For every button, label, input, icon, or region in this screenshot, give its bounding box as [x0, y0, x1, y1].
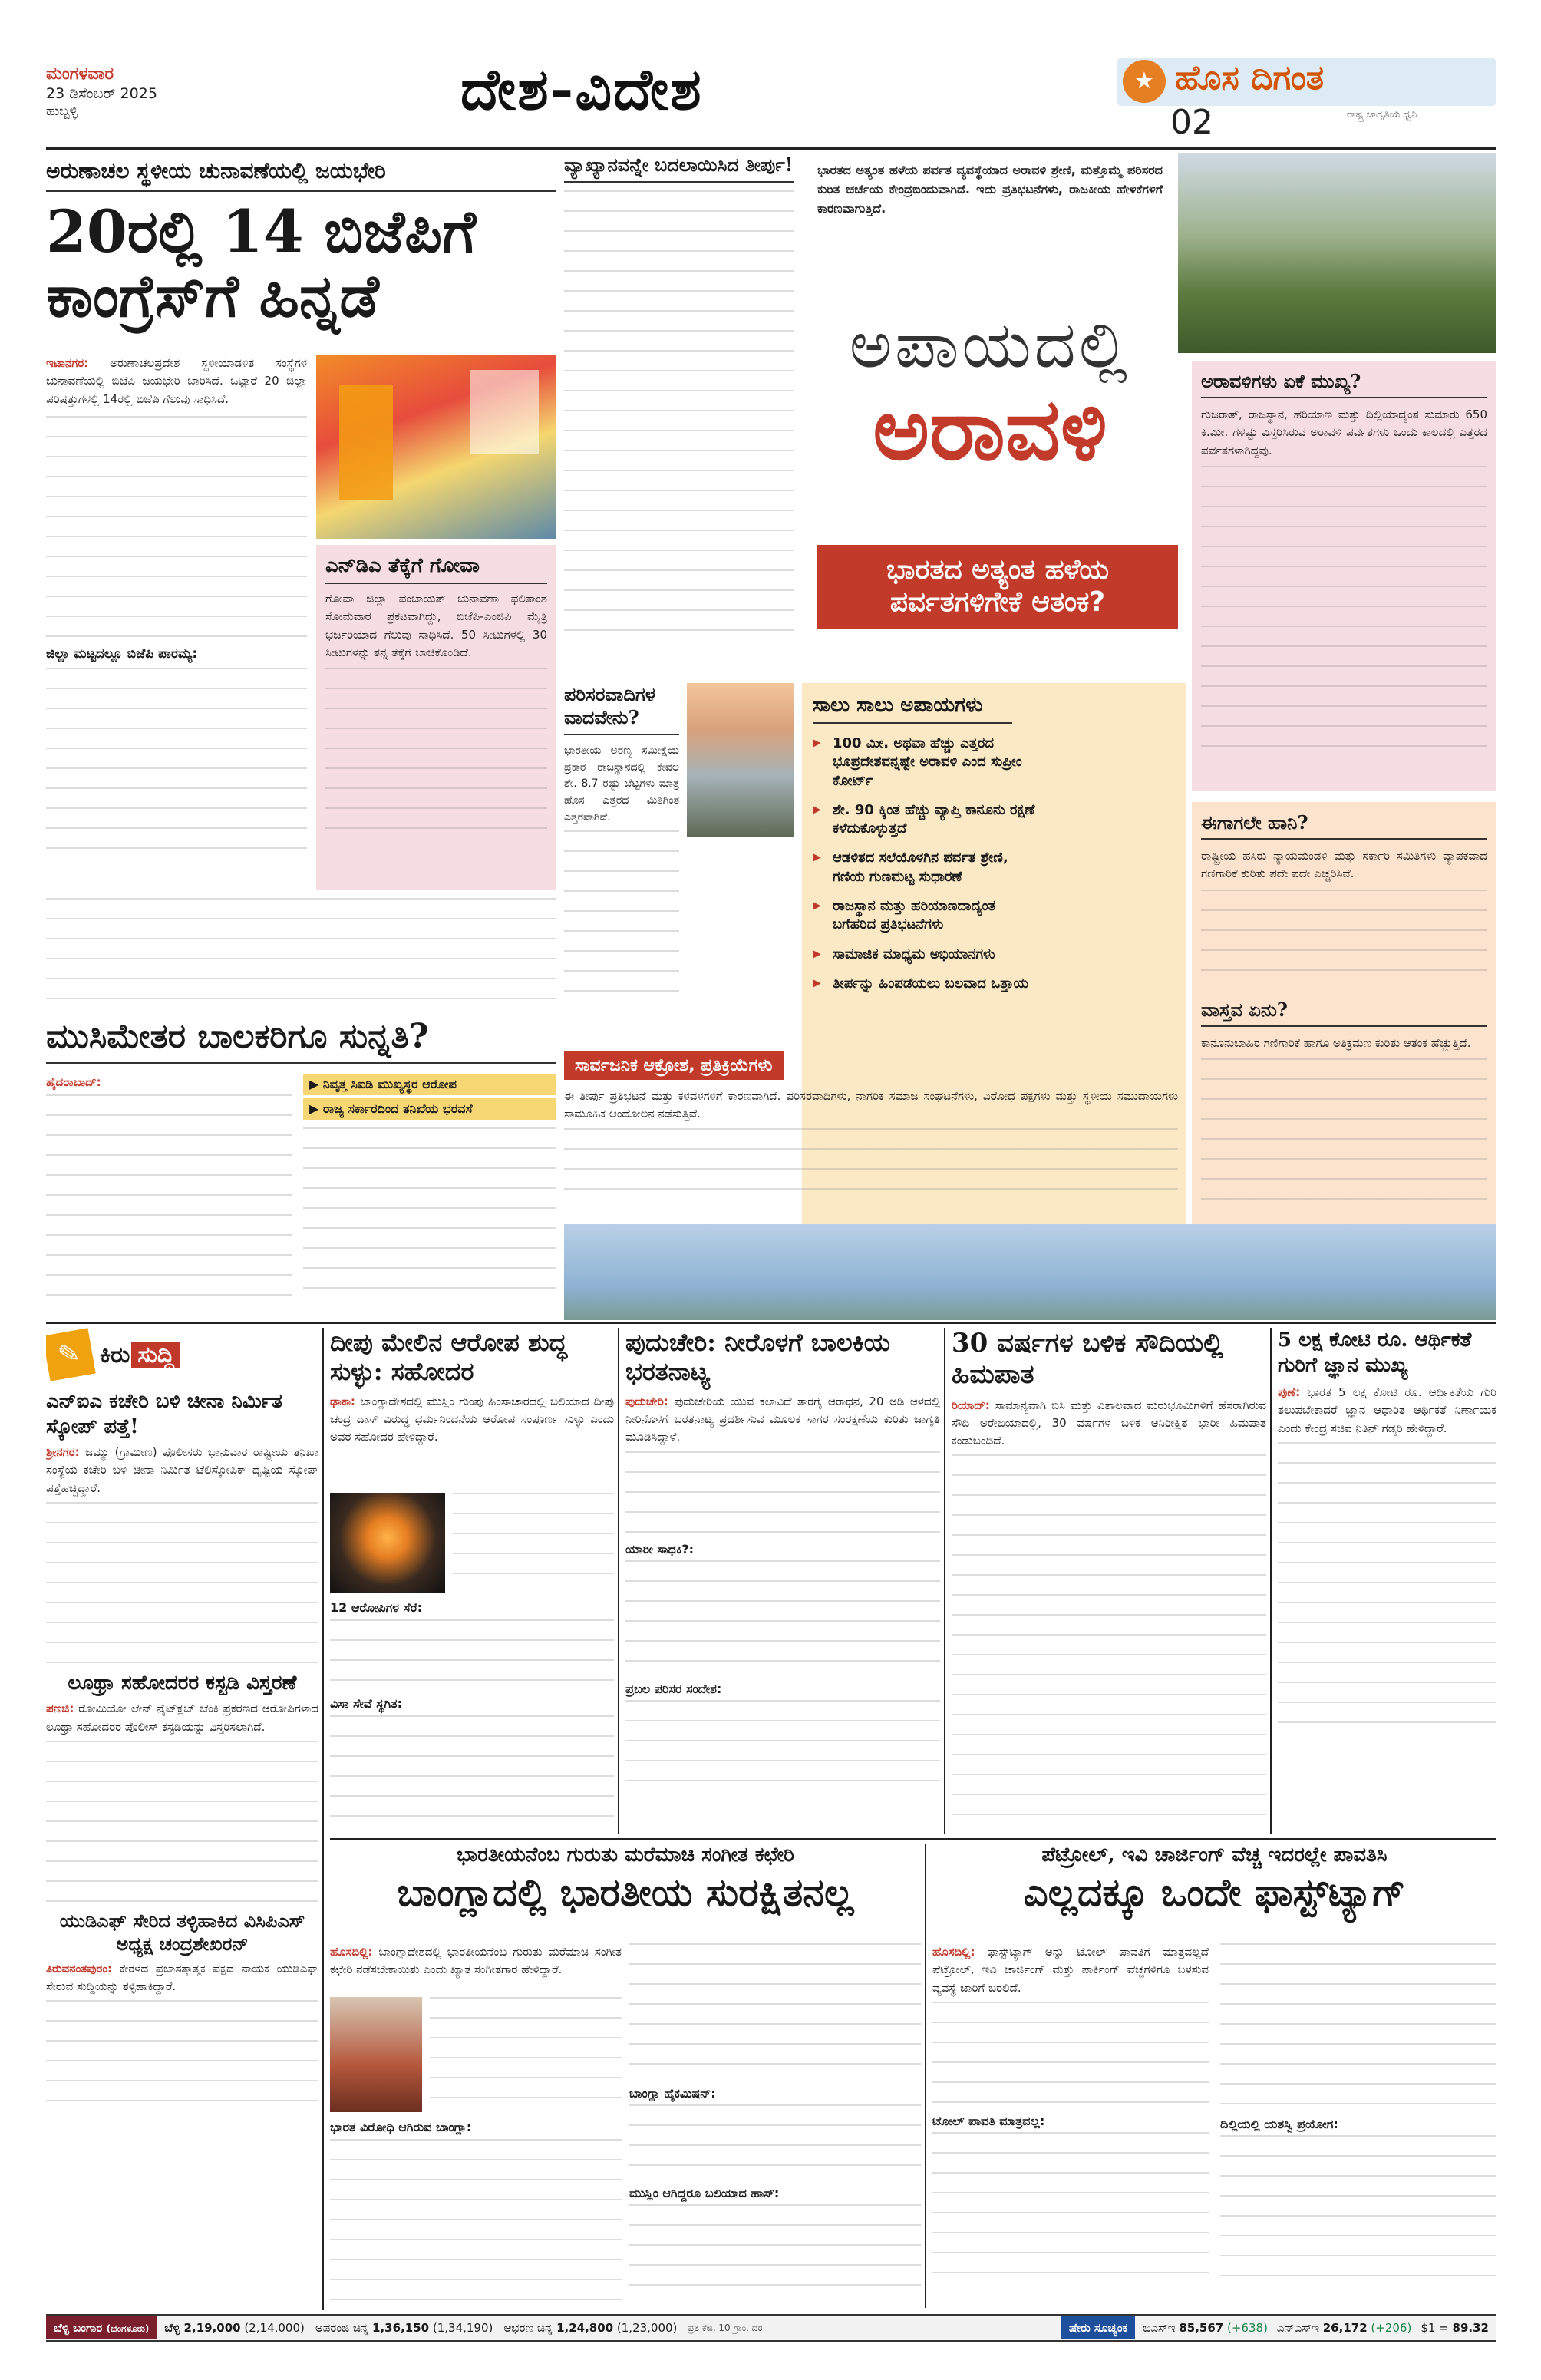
story-continuation: [46, 898, 556, 1002]
bd-body: [330, 1943, 622, 2304]
knowledge-dateline: ಪುಣೆ:: [1278, 1385, 1301, 1399]
aravalli-subtitle-banner: [817, 545, 1178, 629]
circ-body: [46, 1074, 292, 1312]
saudi-text: ಸಾಮಾನ್ಯವಾಗಿ ಬಿಸಿ ಮತ್ತು ವಿಶಾಲವಾದ ಮರುಭೂಮಿಗಳಿಗೆ ಹೆಸರಾಗಿರುವ ಸೌದಿ ಅರೇಬಿಯಾದಲ್ಲಿ, 30 ವರ್ಷಗಳ ಬಳಿಕ ಅನಿರೀಕ್ಷಿತ ಭಾರೀ ಹಿಮಪಾತ ಕಂಡುಬಂದಿದೆ.: [952, 1398, 1266, 1448]
deepu-dateline: ಢಾಕಾ:: [330, 1394, 355, 1408]
story-body-text-2: [46, 668, 307, 867]
fastag-body: [932, 1943, 1209, 2304]
aravalli-risks-head: ಸಾಲು ಸಾಲು ಅಪಾಯಗಳು: [813, 694, 1012, 724]
aravalli-subtitle-2: ಪರ್ವತಗಳಿಗೇಕೆ ಆತಂಕ?: [889, 586, 1106, 618]
gold24-price: ಅಪರಂಜಿ ಚಿನ್ನ 1,36,150 (1,34,190): [315, 2321, 493, 2335]
aravalli-reality-head: ವಾಸ್ತವ ಏನು?: [1201, 999, 1487, 1027]
story-headline-1: 20ರಲ್ಲಿ 14 ಬಿಜೆಪಿಗೆ: [46, 197, 477, 266]
kiru-item-2-head: ಲೂಥ್ರಾ ಸಹೋದರರ ಕಸ್ಟಡಿ ವಿಸ್ತರಣೆ: [68, 1671, 297, 1695]
kiru-suddi: [46, 1328, 318, 2310]
circ-dateline: ಹೈದರಾಬಾದ್:: [46, 1075, 101, 1089]
fastag-text: ಫಾಸ್ಟ್‌ಟ್ಯಾಗ್ ಅನ್ನು ಟೋಲ್ ಪಾವತಿಗೆ ಮಾತ್ರವಲ್ಲದೆ ಪೆಟ್ರೋಲ್, ಇವಿ ಚಾರ್ಜಿಂಗ್ ಮತ್ತು ಪಾರ್ಕಿಂಗ್ ವೆಚ್ಚಗಳಿಗೂ ಬಳಸುವ ವ್ಯವಸ್ಥೆ ಜಾರಿಗೆ ಬರಲಿದೆ.: [932, 1945, 1209, 1995]
section-title: ದೇಶ-ವಿದೇಶ: [460, 57, 703, 123]
kiru-label: [46, 1328, 318, 1381]
fastag-sub-1: ಟೋಲ್ ಪಾವತಿ ಮಾತ್ರವಲ್ಲ:: [932, 2113, 1045, 2128]
kiru-item-2-text: ರೋಮಿಯೋ ಲೇನ್ ನೈಟ್‌ಕ್ಲಬ್ ಬೆಂಕಿ ಪ್ರಕರಣದ ಆರೋಪಿಗಳಾದ ಲೂಥ್ರಾ ಸಹೋದರರ ಪೊಲೀಸ್ ಕಸ್ಟಡಿಯನ್ನು ವಿಸ್ತರಿಸಲಾಗಿದೆ.: [46, 1702, 318, 1734]
kiru-label-a: ಕಿರು: [100, 1341, 130, 1368]
gold-label: ಬೆಳ್ಳಿ ಬಂಗಾರ (ಬೆಂಗಳೂರು): [46, 2316, 157, 2339]
story-subhead: ಜಿಲ್ಲಾ ಮಟ್ಟದಲ್ಲೂ ಬಿಜೆಪಿ ಪಾರಮ್ಯ:: [46, 645, 198, 662]
paper-logo-icon: ★: [1123, 60, 1166, 103]
aravalli-explain: [564, 153, 794, 660]
aravalli-activists-text: ಭಾರತೀಯ ಅರಣ್ಯ ಸಮೀಕ್ಷೆಯ ಪ್ರಕಾರ ರಾಜಸ್ಥಾನದಲ್ಲಿ ಕೇವಲ ಶೇ. 8.7 ರಷ್ಟು ಬೆಟ್ಟಗಳು ಮಾತ್ರ ಹೊಸ ಎತ್ತರದ ಮಿತಿಗಿಂತ ಎತ್ತರವಾಗಿವೆ.: [564, 744, 679, 824]
aravalli-explain-text: [564, 190, 794, 643]
aravalli-harm-text: ರಾಷ್ಟ್ರೀಯ ಹಸಿರು ನ್ಯಾಯಮಂಡಳಿ ಮತ್ತು ಸರ್ಕಾರಿ ಸಮಿತಿಗಳು ವ್ಯಾಪಕವಾದ ಗಣಿಗಾರಿಕೆ ಕುರಿತು ಪದೇ ಪದೇ ಎಚ್ಚರಿಸಿವೆ.: [1201, 849, 1487, 881]
aravalli-harm-head: ಈಗಾಗಲೇ ಹಾನಿ?: [1201, 811, 1487, 840]
masthead-day: ಮಂಗಳವಾರ: [46, 64, 114, 84]
aravalli-title-block: [802, 307, 1178, 537]
masthead-city: ಹುಬ್ಬಳ್ಳಿ: [46, 104, 78, 119]
bd-dateline: ಹೊಸದಿಲ್ಲಿ:: [330, 1945, 373, 1959]
price-note: ಪ್ರತಿ ಕೆಜಿ, 10 ಗ್ರಾಂ. ದರ: [688, 2322, 763, 2333]
story-saudi: [952, 1328, 1266, 1834]
aravalli-why-head: ಅರಾವಳಿಗಳು ಏಕೆ ಮುಖ್ಯ?: [1201, 370, 1487, 398]
story-circumcision: [46, 1017, 556, 1316]
paper-tagline: ರಾಷ್ಟ್ರ ಜಾಗೃತಿಯ ಧ್ವನಿ: [1347, 109, 1417, 120]
risk-item: ▶ ರಾಜಸ್ಥಾನ ಮತ್ತು ಹರಿಯಾಣದಾದ್ಯಂತ ಬಗೆಹರಿದ ಪ್ರತಿಭಟನೆಗಳು: [813, 897, 1035, 935]
risk-item: ▶ 100 ಮೀ. ಅಥವಾ ಹೆಚ್ಚು ಎತ್ತರದ ಭೂಪ್ರದೇಶವನ್ನಷ್ಟೇ ಅರಾವಳಿ ಎಂದ ಸುಪ್ರೀಂ ಕೋರ್ಟ್: [813, 734, 1035, 791]
bd-body-2: [629, 1943, 921, 2304]
aravalli-mist-photo: [687, 683, 794, 837]
aravalli-subtitle-1: ಭಾರತದ ಅತ್ಯಂತ ಹಳೆಯ: [886, 554, 1109, 586]
aravalli-outrage: [564, 1051, 1186, 1205]
aravalli-why-text: ಗುಜರಾತ್, ರಾಜಸ್ಥಾನ, ಹರಿಯಾಣ ಮತ್ತು ದಿಲ್ಲಿಯಾದ್ಯಂತ ಸುಮಾರು 650 ಕಿ.ಮೀ. ಗಳಷ್ಟು ವಿಸ್ತರಿಸಿರುವ ಅರಾವಳಿ ಪರ್ವತಗಳು ಒಂದು ಕಾಲದಲ್ಲಿ ಎತ್ತರದ ಪರ್ವತಗಳಾಗಿದ್ದವು.: [1201, 408, 1487, 457]
kiru-item-1-dateline: ಶ್ರೀನಗರ:: [46, 1445, 80, 1459]
masthead-rule: [46, 147, 1496, 150]
story-dateline: ಇಟಾನಗರ:: [46, 356, 89, 370]
aravalli-title-top: ಅಪಾಯದಲ್ಲಿ: [849, 307, 1131, 382]
bd-sub-1: ಭಾರತ ವಿರೋಧಿ ಆಗಿರುವ ಬಾಂಗ್ಲಾ:: [330, 2120, 472, 2134]
aravalli-outrage-head: ಸಾರ್ವಜನಿಕ ಆಕ್ರೋಶ, ಪ್ರತಿಕ್ರಿಯೆಗಳು: [564, 1051, 784, 1080]
circ-highlight-2: ▶ ರಾಜ್ಯ ಸರ್ಕಾರದಿಂದ ತನಿಖೆಯ ಭರವಸೆ: [303, 1098, 556, 1120]
masthead-date: 23 ಡಿಸೆಂಬರ್ 2025: [46, 85, 157, 102]
story-body-text: [46, 416, 307, 639]
goa-text: ಗೋವಾ ಜಿಲ್ಲಾ ಪಂಚಾಯತ್ ಚುನಾವಣಾ ಫಲಿತಾಂಶ ಸೋಮವಾರ ಪ್ರಕಟವಾಗಿದ್ದು, ಬಿಜೆಪಿ-ಎಂಜಿಪಿ ಮೈತ್ರಿ ಭರ್ಜರಿಯಾದ ಗೆಲುವು ಸಾಧಿಸಿದೆ. 50 ಸೀಟುಗಳಲ್ಲಿ 30 ಸೀಟುಗಳನ್ನು ತನ್ನ ತೆಕ್ಕೆಗೆ ಬಾಚಿಕೊಂಡಿದೆ.: [325, 592, 547, 659]
saudi-dateline: ರಿಯಾದ್:: [952, 1398, 990, 1412]
knowledge-headline: 5 ಲಕ್ಷ ಕೋಟಿ ರೂ. ಆರ್ಥಿಕತೆ ಗುರಿಗೆ ಜ್ಞಾನ ಮುಖ್ಯ: [1278, 1329, 1472, 1377]
section-rule: [46, 1322, 1496, 1324]
aravalli-feature: [564, 153, 1496, 1320]
saudi-headline: 30 ವರ್ಷಗಳ ಬಳಿಕ ಸೌದಿಯಲ್ಲಿ ಹಿಮಪಾತ: [952, 1328, 1223, 1390]
story-arunachal: [46, 153, 556, 1009]
goa-box: [316, 545, 556, 890]
story-lead: ಅರುಣಾಚಲಪ್ರದೇಶ ಸ್ಥಳೀಯಾಡಳಿತ ಸಂಸ್ಥೆಗಳ ಚುನಾವಣೆಯಲ್ಲಿ ಬಿಜೆಪಿ ಜಯಭೇರಿ ಬಾರಿಸಿದೆ. ಒಟ್ಟಾರೆ 20 ಜಿಲ್ಲಾ ಪರಿಷತ್ತುಗಳಲ್ಲಿ 14ರಲ್ಲಿ ಬಿಜೆಪಿ ಗೆಲುವು ಸಾಧಿಸಿದೆ.: [46, 356, 307, 406]
bd-headline: ಬಾಂಗ್ಲಾದಲ್ಲಿ ಭಾರತೀಯ ಸುರಕ್ಷಿತನಲ್ಲ: [397, 1870, 854, 1915]
masthead-date-block: [46, 64, 253, 119]
kiru-icon: ✎: [46, 1328, 96, 1381]
deepu-photo: [330, 1493, 445, 1593]
usd-rate: $1 = 89.32: [1421, 2321, 1489, 2335]
kiru-item-3-dateline: ತಿರುವನಂತಪುರಂ:: [46, 1961, 113, 1976]
story-headline-2: ಕಾಂಗ್ರೆಸ್‌ಗೆ ಹಿನ್ನಡೆ: [46, 261, 379, 330]
gold22-price: ಆಭರಣ ಚಿನ್ನ 1,24,800 (1,23,000): [503, 2321, 678, 2335]
aravalli-activists: [564, 683, 794, 1036]
deepu-sub-2: ವಿಸಾ ಸೇವೆ ಸ್ಥಗಿತ:: [330, 1696, 403, 1711]
puducherry-dateline: ಪುದುಚೇರಿ:: [625, 1394, 668, 1408]
page-number: 02: [1170, 103, 1213, 142]
paper-name: ಹೊಸ ದಿಗಂತ: [1175, 58, 1325, 97]
kiru-item-1-head: ಎನ್‌ಐಎ ಕಚೇರಿ ಬಳಿ ಚೀನಾ ನಿರ್ಮಿತ ಸ್ಕೋಪ್ ಪತ್ತೆ!: [46, 1390, 282, 1438]
fastag-headline: ಎಲ್ಲದಕ್ಕೂ ಒಂದೇ ಫಾಸ್ಟ್‌ಟ್ಯಾಗ್: [1023, 1870, 1406, 1915]
deepu-sub-1: 12 ಆರೋಪಿಗಳ ಸೆರೆ:: [330, 1600, 423, 1615]
risk-item: ▶ ಶೇ. 90 ಕ್ಕಿಂತ ಹೆಚ್ಚು ವ್ಯಾಪ್ತಿ ಕಾನೂನು ರಕ್ಷಣೆ ಕಳೆದುಕೊಳ್ಳುತ್ತದೆ: [813, 801, 1035, 839]
fastag-kicker: ಪೆಟ್ರೋಲ್, ಇವಿ ಚಾರ್ಜಿಂಗ್ ವೆಚ್ಚ ಇದರಲ್ಲೇ ಪಾವತಿಸಿ: [1041, 1844, 1388, 1867]
aravalli-outrage-text: ಈ ತೀರ್ಪು ಪ್ರತಿಭಟನೆ ಮತ್ತು ಕಳವಳಗಳಿಗೆ ಕಾರಣವಾಗಿದೆ. ಪರಿಸರವಾದಿಗಳು, ನಾಗರಿಕ ಸಮಾಜ ಸಂಘಟನೆಗಳು, ವಿರೋಧ ಪಕ್ಷಗಳು ಮತ್ತು ಸ್ಥಳೀಯ ಸಮುದಾಯಗಳು ಸಾಮೂಹಿಕ ಆಂದೋಲನ ನಡೆಸುತ್ತಿವೆ.: [564, 1089, 1178, 1121]
kiru-item-3-text: ಕೇರಳದ ಪ್ರಜಾಸತ್ತಾತ್ಮಕ ಪಕ್ಷದ ನಾಯಕ ಯುಡಿಎಫ್ ಸೇರುವ ಸುದ್ದಿಯನ್ನು ತಳ್ಳಿಹಾಕಿದ್ದಾರೆ.: [46, 1961, 318, 1993]
fastag-sub-2: ದಿಲ್ಲಿಯಲ್ಲಿ ಯಶಸ್ವಿ ಪ್ರಯೋಗ:: [1220, 2117, 1338, 2131]
aravalli-intro: [810, 153, 1170, 292]
aravalli-title-main: ಅರಾವಳಿ: [873, 380, 1107, 480]
deepu-headline: ದೀಪು ಮೇಲಿನ ಆರೋಪ ಶುದ್ಧ ಸುಳ್ಳು: ಸಹೋದರ: [330, 1328, 567, 1387]
story-body: [46, 355, 307, 892]
puducherry-sub-1: ಯಾರೀ ಸಾಧಕಿ?:: [625, 1541, 695, 1556]
story-fastag: [932, 1844, 1496, 2308]
rally-photo: [316, 355, 556, 539]
story-deepu: [330, 1328, 614, 1834]
goa-headline: ಎನ್‌ಡಿಎ ತೆಕ್ಕೆಗೆ ಗೋವಾ: [325, 554, 547, 584]
nifty: ಎನ್‌ಎಸ್‌ಇ 26,172 (+206): [1276, 2321, 1412, 2335]
aravalli-risks-list: [813, 734, 1035, 993]
kiru-item-2-dateline: ಪಣಜಿ:: [46, 1702, 74, 1716]
bd-sub-3: ಮುಸ್ಲಿಂ ಆಗಿದ್ದರೂ ಬಲಿಯಾದ ಹಾಸ್:: [629, 2186, 780, 2200]
deepu-text: ಬಾಂಗ್ಲಾದೇಶದಲ್ಲಿ ಮುಸ್ಲಿಂ ಗುಂಪು ಹಿಂಸಾಚಾರದಲ್ಲಿ ಬಲಿಯಾದ ದೀಪು ಚಂದ್ರ ದಾಸ್ ವಿರುದ್ಧ ಧರ್ಮನಿಂದನೆಯ ಆರೋಪ ಸಂಪೂರ್ಣ ಸುಳ್ಳು ಎಂದು ಅವರ ಸಹೋದರ ಹೇಳಿದ್ದಾರೆ.: [330, 1394, 614, 1444]
circ-headline: ಮುಸಿಮೇತರ ಬಾಲಕರಿಗೂ ಸುನ್ನತಿ?: [46, 1017, 556, 1064]
circ-highlights: [303, 1074, 556, 1296]
aravalli-why-box: [1192, 361, 1496, 791]
risk-item: ▶ ತೀರ್ಪನ್ನು ಹಿಂಪಡೆಯಲು ಬಲವಾದ ಒತ್ತಾಯ: [813, 975, 1035, 993]
puducherry-sub-2: ಪ್ರಬಲ ಪರಿಸರ ಸಂದೇಶ:: [625, 1681, 722, 1696]
story-kicker: ಅರುಣಾಚಲ ಸ್ಥಳೀಯ ಚುನಾವಣೆಯಲ್ಲಿ ಜಯಭೇರಿ: [46, 153, 556, 192]
puducherry-headline: ಪುದುಚೇರಿ: ನೀರೊಳಗೆ ಬಾಲಕಿಯ ಭರತನಾಟ್ಯ: [625, 1328, 890, 1387]
market-label: ಷೇರು ಸೂಚ್ಯಂಕ: [1061, 2316, 1135, 2339]
aravalli-harm-box: [1192, 802, 1496, 1278]
aravalli-explain-head: ವ್ಯಾಖ್ಯಾನವನ್ನೇ ಬದಲಾಯಿಸಿದ ತೀರ್ಪು!: [564, 153, 794, 183]
aravalli-activists-head: ಪರಿಸರವಾದಿಗಳ ವಾದವೇನು?: [564, 683, 679, 735]
silver-price: ಬೆಳ್ಳಿ 2,19,000 (2,14,000): [164, 2321, 305, 2335]
kiru-item-3-head: ಯುಡಿಎಫ್ ಸೇರಿದ ತಳ್ಳಿಹಾಕಿದ ವಿಸಿಪಿಎಸ್ ಅಧ್ಯಕ್ಷ ಚಂದ್ರಶೇಖರನ್: [59, 1909, 305, 1955]
aravalli-reality-text: ಕಾನೂನುಬಾಹಿರ ಗಣಿಗಾರಿಕೆ ಹಾಗೂ ಅತಿಕ್ರಮಣ ಕುರಿತು ಆತಂಕ ಹೆಚ್ಚುತ್ತಿದೆ.: [1201, 1035, 1471, 1050]
story-puducherry: [625, 1328, 940, 1834]
aravalli-landscape-photo: [564, 1224, 1496, 1320]
story-bangladesh: [330, 1844, 921, 2308]
paper-logo-block: [1117, 54, 1496, 146]
bd-singer-photo: [330, 1997, 422, 2112]
circ-highlight-1: ▶ ನಿವೃತ್ತ ಸಿಐಡಿ ಮುಖ್ಯಸ್ಥರ ಆರೋಪ: [303, 1074, 556, 1095]
masthead: [46, 54, 1496, 146]
sensex: ಬಿಎಸ್‌ಇ 85,567 (+638): [1143, 2321, 1268, 2335]
footer-ticker: [46, 2314, 1496, 2342]
risk-item: ▶ ಸಾಮಾಜಿಕ ಮಾಧ್ಯಮ ಅಭಿಯಾನಗಳು: [813, 946, 1035, 964]
risk-item: ▶ ಆಡಳಿತದ ಸಲೆಯೊಳಗಿನ ಪರ್ವತ ಶ್ರೇಣಿ, ಗಣಿಯ ಗುಣಮಟ್ಟ ಸುಧಾರಣೆ: [813, 849, 1035, 886]
kiru-label-b: ಸುದ್ದಿ: [131, 1342, 180, 1368]
aravalli-intro-text: ಭಾರತದ ಅತ್ಯಂತ ಹಳೆಯ ಪರ್ವತ ವ್ಯವಸ್ಥೆಯಾದ ಅರಾವಳಿ ಶ್ರೇಣಿ, ಮತ್ತೊಮ್ಮೆ ಪರಿಸರದ ಕುರಿತ ಚರ್ಚೆಯ ಕೇಂದ್ರಬಿಂದುವಾಗಿದೆ. ಇದು ಪ್ರತಿಭಟನೆಗಳು, ರಾಜಕೀಯ ಹೇಳಿಕೆಗಳಿಗೆ ಕಾರಣವಾಗುತ್ತಿದೆ.: [817, 163, 1163, 216]
aravalli-hill-photo: [1178, 153, 1496, 353]
puducherry-text: ಪುದುಚೇರಿಯ ಯುವ ಕಲಾವಿದೆ ತಾರಗೈ ಆರಾಧನ, 20 ಅಡಿ ಆಳದಲ್ಲಿ ನೀರಿನೊಳಗೆ ಭರತನಾಟ್ಯ ಪ್ರದರ್ಶಿಸುವ ಮೂಲಕ ಸಾಗರ ಸಂರಕ್ಷಣೆಯ ಕುರಿತು ಜಾಗೃತಿ ಮೂಡಿಸಿದ್ದಾಳೆ.: [625, 1394, 940, 1444]
fastag-body-2: [1220, 1943, 1496, 2304]
bd-text: ಬಾಂಗ್ಲಾದೇಶದಲ್ಲಿ ಭಾರತೀಯನೆಂಬ ಗುರುತು ಮರೆಮಾಚಿ ಸಂಗೀತ ಕಛೇರಿ ನಡೆಸಬೇಕಾಯಿತು ಎಂದು ಖ್ಯಾತ ಸಂಗೀತಗಾರ ಹೇಳಿದ್ದಾರೆ.: [330, 1945, 622, 1977]
bd-kicker: ಭಾರತೀಯನೆಂಬ ಗುರುತು ಮರೆಮಾಚಿ ಸಂಗೀತ ಕಛೇರಿ: [457, 1844, 794, 1867]
fastag-dateline: ಹೊಸದಿಲ್ಲಿ:: [932, 1945, 975, 1959]
kiru-item-1-text: ಜಮ್ಮು (ಗ್ರಾಮೀಣ) ಪೊಲೀಸರು ಭಾನುವಾರ ರಾಷ್ಟ್ರೀಯ ತನಿಖಾ ಸಂಸ್ಥೆಯ ಕಚೇರಿ ಬಳಿ ಚೀನಾ ನಿರ್ಮಿತ ಟೆಲಿಸ್ಕೋಪಿಕ್ ದೃಷ್ಟಿಯ ಸ್ಕೋಪ್ ಪತ್ತೆಹಚ್ಚಿದ್ದಾರೆ.: [46, 1445, 318, 1495]
bd-sub-2: ಬಾಂಗ್ಲಾ ಹೈಕಮಿಷನ್:: [629, 2086, 716, 2101]
knowledge-text: ಭಾರತ 5 ಲಕ್ಷ ಕೋಟಿ ರೂ. ಆರ್ಥಿಕತೆಯ ಗುರಿ ತಲುಪಬೇಕಾದರೆ ಜ್ಞಾನ ಆಧಾರಿತ ಆರ್ಥಿಕತೆ ನಿರ್ಣಾಯಕ ಎಂದು ಕೇಂದ್ರ ಸಚಿವ ನಿತಿನ್ ಗಡ್ಕರಿ ಹೇಳಿದ್ದಾರೆ.: [1278, 1385, 1496, 1435]
story-knowledge: [1278, 1328, 1496, 1834]
